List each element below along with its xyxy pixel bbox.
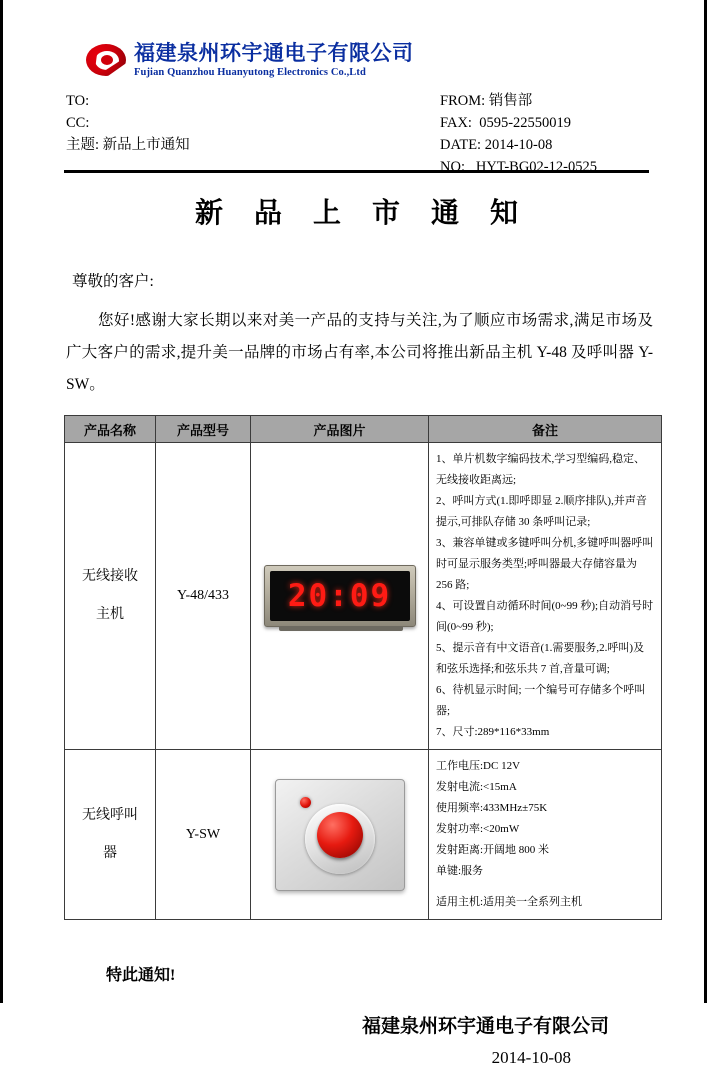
memo-to-row	[66, 90, 396, 112]
cell-product-remark	[429, 443, 662, 750]
cell-product-name	[65, 750, 156, 920]
header-product-image: 产品图片	[251, 416, 429, 443]
remark-line: 2、呼叫方式(1.即呼即显 2.顺序排队),并声音提示,可排队存储 30 条呼叫记录;	[436, 495, 647, 528]
company-logo-icon	[86, 42, 128, 78]
indicator-led-icon	[300, 797, 311, 808]
memo-no-label: NO:	[440, 159, 465, 175]
memo-no-value: HYT-BG02-12-0525	[475, 159, 597, 175]
remark-line: 发射电流:<15mA	[436, 781, 517, 793]
memo-subject-label: 主题:	[66, 137, 100, 153]
signature-company: 福建泉州环宇通电子有限公司	[361, 1016, 609, 1037]
document-content	[50, 0, 663, 1068]
call-button-knob	[317, 812, 363, 858]
cell-product-remark	[429, 750, 662, 920]
product-name-line2: 主机	[96, 607, 124, 622]
salutation: 尊敬的客户:	[72, 273, 154, 290]
remark-line: 使用频率:433MHz±75K	[436, 802, 548, 814]
memo-right-column	[440, 90, 707, 178]
remark-line: 工作电压:DC 12V	[436, 760, 521, 772]
cell-product-model: Y-48/433	[156, 443, 251, 750]
memo-from-row	[440, 90, 707, 112]
memo-date-label: DATE:	[440, 137, 482, 153]
company-header	[86, 42, 663, 78]
body-paragraph: 您好!感谢大家长期以来对美一产品的支持与关注,为了顺应市场需求,满足市场及广大客户的需求,提升美一品牌的市场占有率,本公司将推出新品主机 Y-48 及呼叫器 Y-SW。	[66, 312, 653, 393]
memo-fax-value: 0595-22550019	[479, 115, 572, 131]
product-name-line2: 器	[103, 845, 117, 861]
memo-cc-row	[66, 112, 396, 134]
header-product-name: 产品名称	[65, 416, 156, 443]
company-name-cn: 福建泉州环宇通电子有限公司	[134, 41, 414, 66]
remark-line: 适用主机:适用美一全系列主机	[436, 896, 583, 908]
table-header-row	[65, 416, 662, 443]
memo-to-label: TO:	[66, 93, 90, 109]
product-table	[64, 415, 662, 920]
memo-subject-row	[66, 134, 396, 156]
memo-fax-row	[440, 112, 707, 134]
remark-line: 7、尺寸:289*116*33mm	[436, 726, 550, 738]
remark-line: 1、单片机数字编码技术,学习型编码,稳定、无线接收距离远;	[436, 453, 645, 486]
memo-fax-label: FAX:	[440, 115, 472, 131]
memo-date-value: 2014-10-08	[484, 137, 553, 153]
table-row	[65, 443, 662, 750]
header-product-remark: 备注	[429, 416, 662, 443]
memo-no-row	[440, 156, 707, 178]
remark-line: 发射距离:开阔地 800 米	[436, 844, 550, 856]
cell-product-name	[65, 443, 156, 750]
remark-line: 单键:服务	[436, 865, 484, 877]
remark-line: 3、兼容单键或多键呼叫分机,多键呼叫器呼叫时可显示服务类型;呼叫器最大存储容量为 256 路;	[436, 537, 654, 591]
clock-digits: 20:09	[287, 578, 392, 614]
wireless-call-button-image	[275, 779, 405, 891]
closing-notice: 特此通知!	[106, 967, 176, 984]
memo-header	[50, 90, 663, 175]
product-name-line1: 无线接收	[82, 569, 138, 584]
remark-line: 6、待机显示时间; 一个编号可存储多个呼叫器;	[436, 684, 646, 717]
remark-line: 5、提示音有中文语音(1.需要服务,2.呼叫)及和弦乐选择;和弦乐共 7 首,音量可调;	[436, 642, 645, 675]
company-name-en: Fujian Quanzhou Huanyutong Electronics Co.,Ltd	[134, 66, 366, 78]
memo-cc-label: CC:	[66, 115, 90, 131]
memo-from-label: FROM:	[440, 93, 486, 109]
product-name-line1: 无线呼叫	[82, 807, 138, 823]
header-product-model: 产品型号	[156, 416, 251, 443]
memo-left-column	[66, 90, 396, 156]
clock-screen	[270, 571, 410, 621]
remark-line: 4、可设置自动循环时间(0~99 秒);自动消号时间(0~99 秒);	[436, 600, 654, 633]
led-clock-receiver-image	[264, 565, 416, 627]
cell-product-model: Y-SW	[156, 750, 251, 920]
remark-line: 发射功率:<20mW	[436, 823, 520, 835]
memo-subject-value: 新品上市通知	[102, 137, 190, 153]
page-title: 新 品 上 市 通 知	[194, 198, 530, 229]
memo-date-row	[440, 134, 707, 156]
signature-date: 2014-10-08	[491, 1048, 571, 1067]
cell-product-image	[251, 750, 429, 920]
company-name-block	[134, 42, 414, 77]
table-row	[65, 750, 662, 920]
clock-stand	[279, 626, 403, 631]
memo-from-value: 销售部	[488, 93, 533, 109]
cell-product-image	[251, 443, 429, 750]
